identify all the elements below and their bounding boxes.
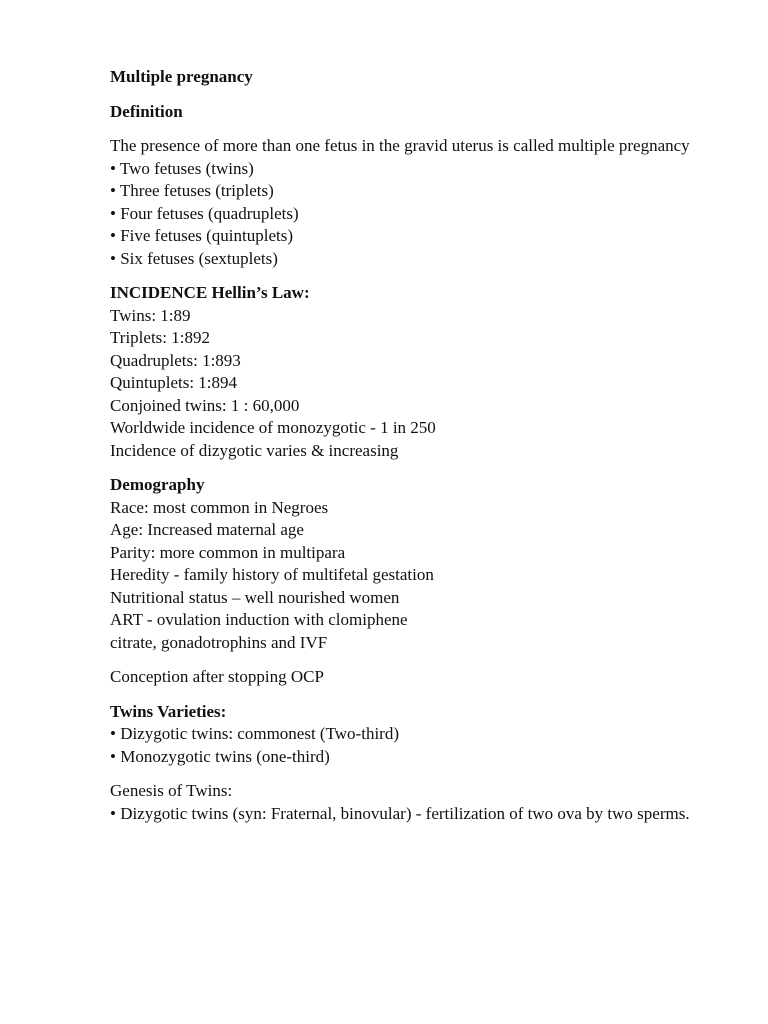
demography-line: citrate, gonadotrophins and IVF [110,632,328,652]
definition-heading: Definition [110,101,183,121]
demography-line: Heredity - family history of multifetal gestation [110,565,434,584]
incidence-line: Triplets: 1:892 [110,328,210,347]
definition-text: The presence of more than one fetus in the gravid uterus is called multiple pregnancy [110,136,690,155]
demography-heading: Demography [110,475,205,494]
incidence-line: Worldwide incidence of monozygotic - 1 in 250 [110,418,436,437]
document-page [110,66,710,825]
varieties-heading: Twins Varieties: [110,701,227,721]
demography-line: Age: Increased maternal age [110,520,304,539]
demography-line: Race: most common in Negroes [110,497,329,517]
genesis-heading: Genesis of Twins: [110,781,233,800]
incidence-line: Quadruplets: 1:893 [110,350,241,370]
demography-line: Nutritional status – well nourished women [110,587,400,607]
demography-line: ART - ovulation induction with clomiphene [110,610,408,629]
incidence-line: Conjoined twins: 1 : 60,000 [110,395,300,415]
definition-item: • Three fetuses (triplets) [110,181,274,200]
conception-line: Conception after stopping OCP [110,667,324,686]
demography-line: Parity: more common in multipara [110,542,346,562]
varieties-item: • Dizygotic twins: commonest (Two-third) [110,724,399,743]
varieties-item: • Monozygotic twins (one-third) [110,746,330,766]
genesis-text: • Dizygotic twins (syn: Fraternal, binovular) - fertilization of two ova by two sperms. [110,803,690,823]
definition-item: • Two fetuses (twins) [110,158,254,178]
incidence-line: Quintuplets: 1:894 [110,373,238,392]
definition-item: • Six fetuses (sextuplets) [110,248,278,268]
document-title: Multiple pregnancy [110,67,253,86]
incidence-line: Incidence of dizygotic varies & increasing [110,440,399,460]
definition-item: • Five fetuses (quintuplets) [110,226,294,245]
incidence-heading: INCIDENCE Hellin’s Law: [110,283,310,302]
definition-item: • Four fetuses (quadruplets) [110,203,299,223]
incidence-line: Twins: 1:89 [110,305,191,325]
